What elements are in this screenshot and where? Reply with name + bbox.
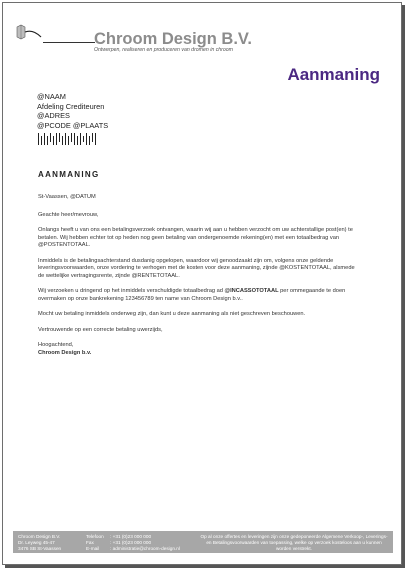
- header-rule: [43, 42, 95, 43]
- page-footer: [13, 531, 393, 553]
- footer-phone: : +31 (0)23 000 000: [110, 534, 152, 539]
- footer-contact-values: [110, 534, 180, 553]
- footer-company-address: [18, 534, 61, 553]
- address-line: @ADRES: [37, 111, 70, 121]
- footer-email: : administratie@chroom-design.nl: [110, 546, 180, 552]
- footer-line: 3476 SB St-Vaassen: [18, 546, 62, 552]
- recipient-address: [37, 92, 108, 130]
- paragraph: Vertrouwende op een correcte betaling uwerzijds,: [38, 326, 163, 333]
- footer-line: Chroom Design B.V.: [18, 534, 61, 539]
- footer-contact-labels: [86, 534, 104, 553]
- paragraph: Mocht uw betaling inmiddels onderweg zijn, dan kunt u deze aanmaning als niet geschreven beschouwen.: [38, 311, 306, 317]
- salutation: Geachte heer/mevrouw,: [38, 211, 99, 218]
- footer-label: Telefoon: [86, 534, 104, 539]
- closing: Hoogachtend,: [38, 342, 74, 348]
- footer-terms: Op al onze offertes en leveringen zijn onze gedeponeerde Algemene Verkoop-, Leverings- en Betalingsvoorwaarden van toepassing, welke op verzoek kosteloos aan u kunnen worden verstrekt.: [200, 534, 388, 552]
- letter-page: [2, 2, 402, 565]
- letter-subject: AANMANING: [38, 170, 100, 179]
- paragraph: Onlangs heeft u van ons een betalingsverzoek ontvangen, waarin wij aan u hebben verzocht om uw achterstallige post(en) te betalen. Wij hebben echter tot op heden nog geen betaling van ondergenoemde rekening(en) met een totaalbedrag van @POSTENTOTAAL.: [38, 227, 353, 248]
- company-tagline: Ontwerpen, realiseren en produceren van dromen in chroom: [94, 47, 233, 53]
- collection-total: @INCASSOTOTAAL: [224, 288, 279, 294]
- closing-name: Chroom Design b.v.: [38, 349, 92, 356]
- postal-barcode-icon: [38, 133, 98, 145]
- company-logo-icon: [13, 23, 43, 43]
- place-date: St-Vaassen, @DATUM: [38, 194, 96, 200]
- footer-line: Dr. Leyweg 45-47: [18, 540, 55, 546]
- document-title: Aanmaning: [287, 65, 380, 84]
- address-line: Afdeling Crediteuren: [37, 101, 105, 111]
- footer-label: E-mail: [86, 546, 100, 552]
- paragraph-text: Wij verzoeken u dringend op het inmiddels verschuldigde totaalbedrag ad: [38, 288, 225, 294]
- paragraph-text: per ommegaande te doen overmaken op onze bankrekening 123456789 ten name van Chroom Design b.v..: [38, 288, 346, 302]
- paragraph: Inmiddels is de betalingsachterstand dusdanig opgelopen, waardoor wij genoodzaakt zijn om, volgens onze geldende leveringsvoorwaarden, onze vordering te verhogen met de kosten voor deze aanmaning, zijnde @KOSTENTOTAAL, alsmede de wettelijke vertragingsrente, zijnde @RENTETOTAAL.: [38, 257, 355, 279]
- footer-label: Fax: [86, 540, 94, 546]
- footer-fax: : +31 (0)23 000 000: [110, 540, 152, 546]
- paragraph-payment-request: [38, 288, 358, 303]
- address-line: @NAAM: [37, 92, 66, 101]
- letter-body: [38, 194, 358, 357]
- company-name: Chroom Design B.V.: [94, 30, 252, 48]
- address-line: @PCODE @PLAATS: [37, 120, 109, 130]
